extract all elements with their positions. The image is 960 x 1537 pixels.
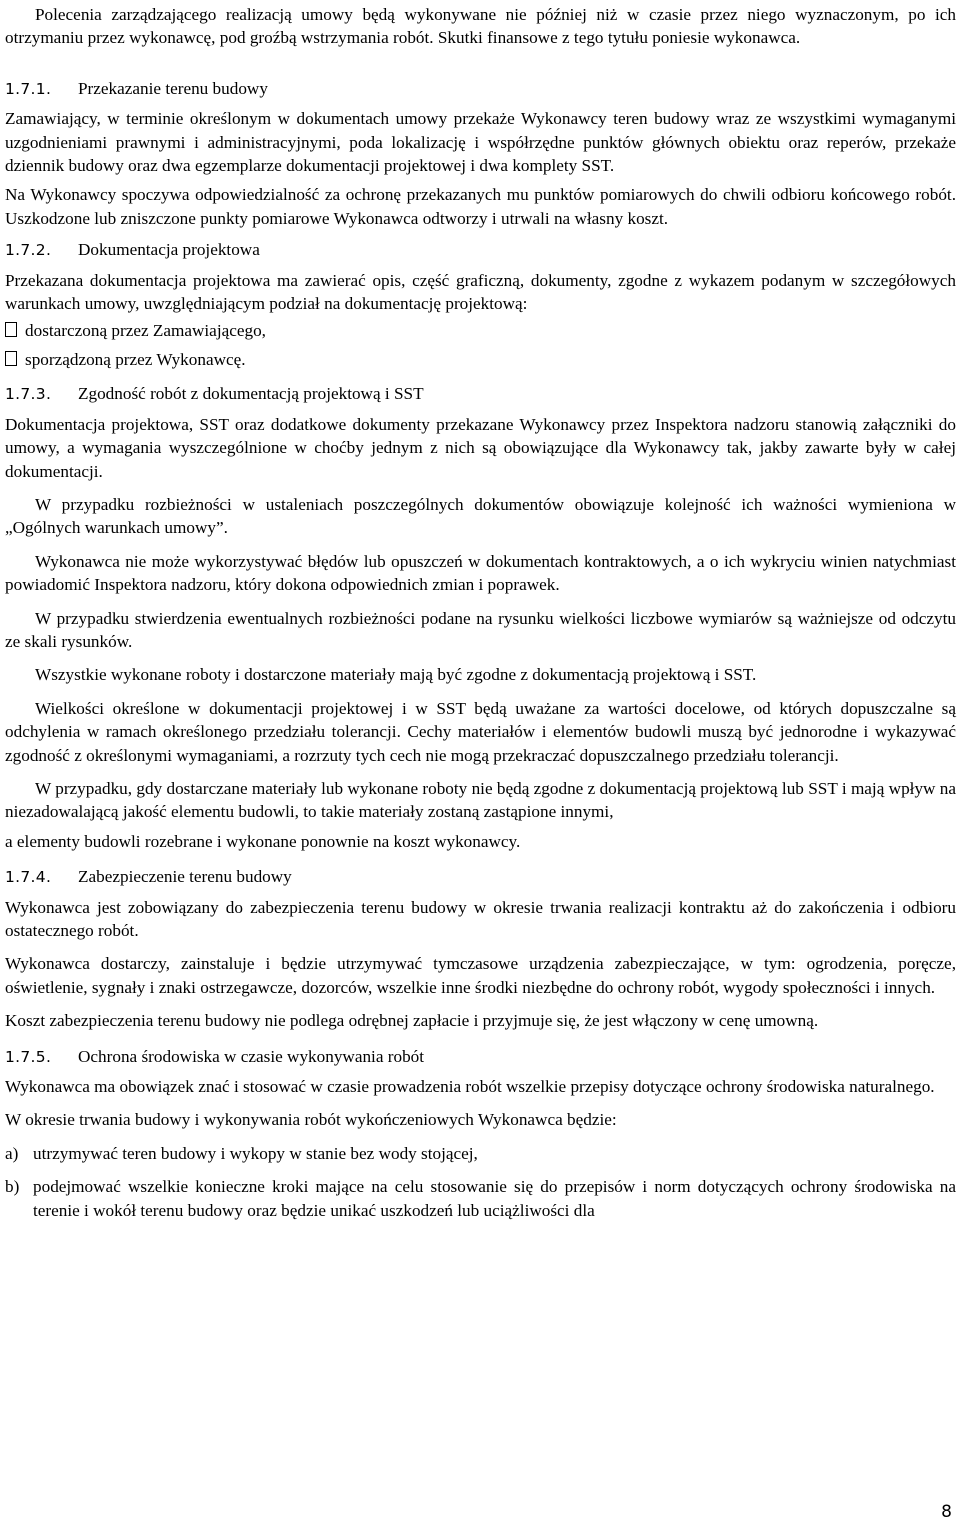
document-page: [5, 3, 956, 1222]
section-heading-1-7-4: [5, 865, 956, 889]
paragraph: Na Wykonawcy spoczywa odpowiedzialność za ochronę przekazanych mu punktów pomiarowych do chwili odbioru końcowego robót. Uszkodzone lub zniszczone punkty pomiarowe Wykonawca odtworzy i utrwali na własny koszt.: [5, 185, 956, 228]
section-title: Zgodność robót z dokumentacją projektową i SST: [78, 384, 424, 404]
paragraph: Koszt zabezpieczenia terenu budowy nie podlega odrębnej zapłacie i przyjmuje się, że jest włączony w cenę umowną.: [5, 1011, 819, 1031]
list-item: [5, 1175, 956, 1222]
paragraph: a elementy budowli rozebrane i wykonane ponownie na koszt wykonawcy.: [5, 831, 521, 851]
section-number: 1.7.4.: [5, 868, 52, 887]
paragraph: Wykonawca ma obowiązek znać i stosować w czasie prowadzenia robót wszelkie przepisy dotyczące ochrony środowiska naturalnego.: [5, 1077, 935, 1097]
section-number: 1.7.1.: [5, 79, 52, 98]
section-number: 1.7.3.: [5, 385, 52, 404]
section-title: Zabezpieczenie terenu budowy: [78, 867, 292, 887]
paragraph: Przekazana dokumentacja projektowa ma zawierać opis, część graficzną, dokumenty, zgodne z wykazem podanym w szczegółowych warunkach umowy, uwzględniającym podział na dokumentację projektową:: [5, 270, 956, 314]
list-item: [5, 348, 956, 371]
list-item-text: sporządzoną przez Wykonawcę.: [25, 349, 246, 369]
paragraph: Dokumentacja projektowa, SST oraz dodatkowe dokumenty przekazane Wykonawcy przez Inspektora nadzoru stanowią załączniki do umowy, a wymagania wyszczególnione w choćby jednym z nich są obowiązujące dla Wykonawcy tak, jakby zawarte były w całej dokumentacji.: [5, 414, 956, 481]
list-item: [5, 1142, 956, 1165]
list-item-label: b): [5, 1177, 20, 1197]
paragraph: Wykonawca jest zobowiązany do zabezpieczenia terenu budowy w okresie trwania realizacji kontraktu aż do zakończenia i odbioru ostatecznego robót.: [5, 897, 956, 940]
paragraph: Wykonawca nie może wykorzystywać błędów lub opuszczeń w dokumentach kontraktowych, a o ich wykryciu winien natychmiast powiadomić Inspektora nadzoru, który dokona odpowiednich zmian i poprawek.: [5, 551, 956, 595]
paragraph: Wykonawca dostarczy, zainstaluje i będzie utrzymywać tymczasowe urządzenia zabezpieczające, w tym: ogrodzenia, poręcze, oświetlenie, sygnały i znaki ostrzegawcze, dozorców, wszelkie inne środki niezbędne do ochrony robót, wygody społeczności i innych.: [5, 954, 956, 997]
section-number: 1.7.5.: [5, 1047, 52, 1066]
section-title: Dokumentacja projektowa: [78, 240, 260, 260]
paragraph: Wszystkie wykonane roboty i dostarczone materiały mają być zgodne z dokumentacją projektową i SST.: [35, 665, 757, 685]
section-title: Ochrona środowiska w czasie wykonywania robót: [78, 1046, 425, 1066]
paragraph: W przypadku, gdy dostarczane materiały lub wykonane roboty nie będą zgodne z dokumentacją projektową lub SST i mają wpływ na niezadowalającą jakość elementu budowli, to takie materiały zostaną zastąpione innymi,: [5, 778, 956, 822]
section-heading-1-7-1: [5, 77, 956, 101]
bullet-box-icon: [5, 322, 17, 337]
paragraph: W przypadku rozbieżności w ustaleniach poszczególnych dokumentów obowiązuje kolejność ich ważności wymieniona w „Ogólnych warunkach umowy”.: [5, 494, 956, 538]
page-number: 8: [941, 1502, 952, 1522]
list-item-label: a): [5, 1143, 19, 1163]
list-item-text: dostarczoną przez Zamawiającego,: [25, 321, 266, 341]
section-heading-1-7-5: [5, 1045, 956, 1069]
section-title: Przekazanie terenu budowy: [78, 78, 268, 98]
section-heading-1-7-2: [5, 238, 956, 262]
paragraph: W okresie trwania budowy i wykonywania robót wykończeniowych Wykonawca będzie:: [5, 1110, 617, 1130]
intro-paragraph: Polecenia zarządzającego realizacją umowy będą wykonywane nie później niż w czasie przez niego wyznaczonym, po ich otrzymaniu przez wykonawcę, pod groźbą wstrzymania robót. Skutki finansowe z tego tytułu poniesie wykonawca.: [5, 5, 956, 48]
section-heading-1-7-3: [5, 382, 956, 406]
paragraph: W przypadku stwierdzenia ewentualnych rozbieżności podane na rysunku wielkości liczbowe wymiarów są ważniejsze od odczytu ze skali rysunków.: [5, 608, 956, 651]
list-item-text: podejmować wszelkie konieczne kroki mające na celu stosowanie się do przepisów i norm dotyczących ochrony środowiska na terenie i wokół terenu budowy oraz będzie unikać uszkodzeń lub uciążliwości dla: [33, 1177, 956, 1220]
paragraph: Wielkości określone w dokumentacji projektowej i w SST będą uważane za wartości docelowe, od których dopuszczalne są odchylenia w ramach określonego przedziału tolerancji. Cechy materiałów i elementów budowli muszą być jednorodne i wykazywać zgodność z określonymi wymaganiami, a rozrzuty tych cech nie mogą przekraczać dopuszczalnego przedziału tolerancji.: [5, 698, 956, 765]
list-item-text: utrzymywać teren budowy i wykopy w stanie bez wody stojącej,: [33, 1143, 478, 1163]
bullet-box-icon: [5, 351, 17, 366]
list-item: [5, 319, 956, 342]
paragraph: Zamawiający, w terminie określonym w dokumentach umowy przekaże Wykonawcy teren budowy wraz ze wszystkimi wymaganymi uzgodnieniami prawnymi i administracyjnymi, poda lokalizację i współrzędne punktów głównych obiektu oraz reperów, przekaże dziennik budowy oraz dwa egzemplarze dokumentacji projektowej i dwa komplety SST.: [5, 109, 956, 176]
section-number: 1.7.2.: [5, 241, 52, 260]
